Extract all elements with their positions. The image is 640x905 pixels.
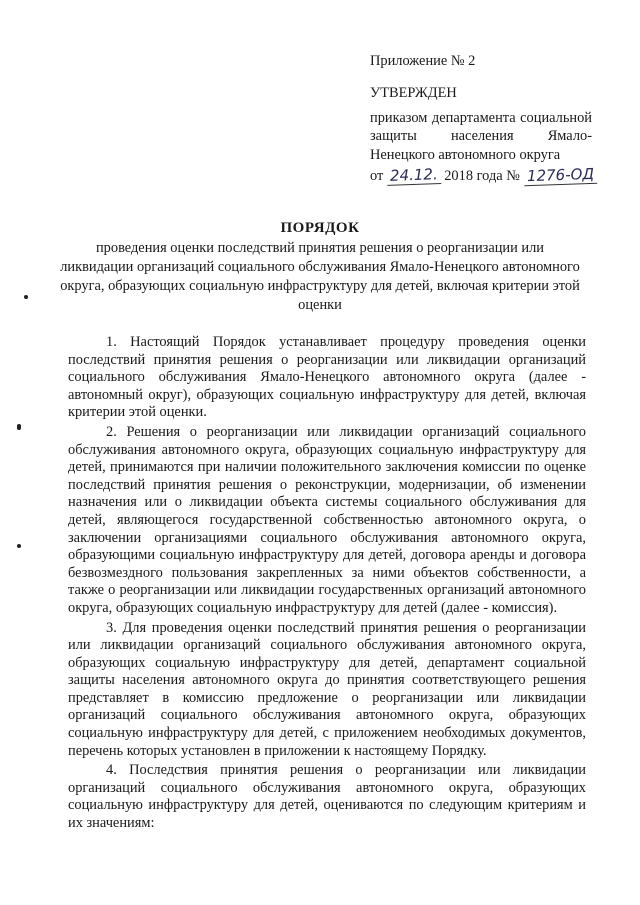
paragraph-3: 3. Для проведения оценки последствий принятия решения о реорганизации или ликвидации организаций социального обслуживания автономного округа, образующих социальную инфраструктуру для детей, департамент социальной защиты населения автономного округа до принятия соответствующего решения представляет в комиссию предложение о реорганизации или ликвидации организаций социального обслуживания автономного округа, образующих социальную инфраструктуру для детей, с приложением необходимых документов, перечень которых установлен в приложении к настоящему Порядку. <box>68 619 586 759</box>
handwritten-order-number: 1276-ОД <box>523 165 597 187</box>
document-title: ПОРЯДОК <box>280 220 360 236</box>
scan-mark <box>17 544 21 548</box>
scan-mark <box>24 295 28 299</box>
approval-block <box>370 52 592 185</box>
paragraph-2: 2. Решения о реорганизации или ликвидации организаций социального обслуживания автономного округа, образующих социальную инфраструктуру для детей, принимаются при наличии положительного заключения комиссии по оценке последствий принятия решения о реконструкции, модернизации, об изменении назначения или о ликвидации объекта системы социального обслуживания для детей, являющегося государственной собственностью автономного округа, о заключении организациями социального обслуживания автономного округа, образующими социальную инфраструктуру для детей, договора аренды и договора безвозмездного пользования закрепленных за ними объектов собственности, а также о реорганизации или ликвидации государственных организаций автономного округа, образующих социальную инфраструктуру для детей (далее - комиссия). <box>68 423 586 616</box>
approved-label: УТВЕРЖДЕН <box>370 85 457 102</box>
date-year: 2018 года № <box>444 168 520 185</box>
handwritten-date: 24.12. <box>387 165 441 186</box>
date-prefix: от <box>370 168 384 185</box>
document-subtitle: проведения оценки последствий принятия решения о реорганизации или ликвидации организаций социального обслуживания Ямало-Ненецкого автономного округа, образующих социальную инфраструктуру для детей, включая критерии этой оценки <box>60 240 580 313</box>
order-date-line <box>370 166 592 185</box>
paragraph-4: 4. Последствия принятия решения о реорганизации или ликвидации организаций социального обслуживания автономного округа, образующих социальную инфраструктуру для детей, оцениваются по следующим критериям и их значениям: <box>68 762 586 832</box>
order-text: приказом департамента социальной защиты населения Ямало-Ненецкого автономного округа <box>370 109 592 163</box>
scan-mark <box>17 424 21 430</box>
paragraph-1: 1. Настоящий Порядок устанавливает процедуру проведения оценки последствий принятия решения о реорганизации или ликвидации организаций социального обслуживания Ямало-Ненецкого автономного округа (далее - автономный округ), образующих социальную инфраструктуру для детей, включая критерии этой оценки. <box>68 334 586 421</box>
document-heading <box>60 218 580 315</box>
annex-label: Приложение № 2 <box>370 53 476 69</box>
document-body <box>68 334 586 835</box>
